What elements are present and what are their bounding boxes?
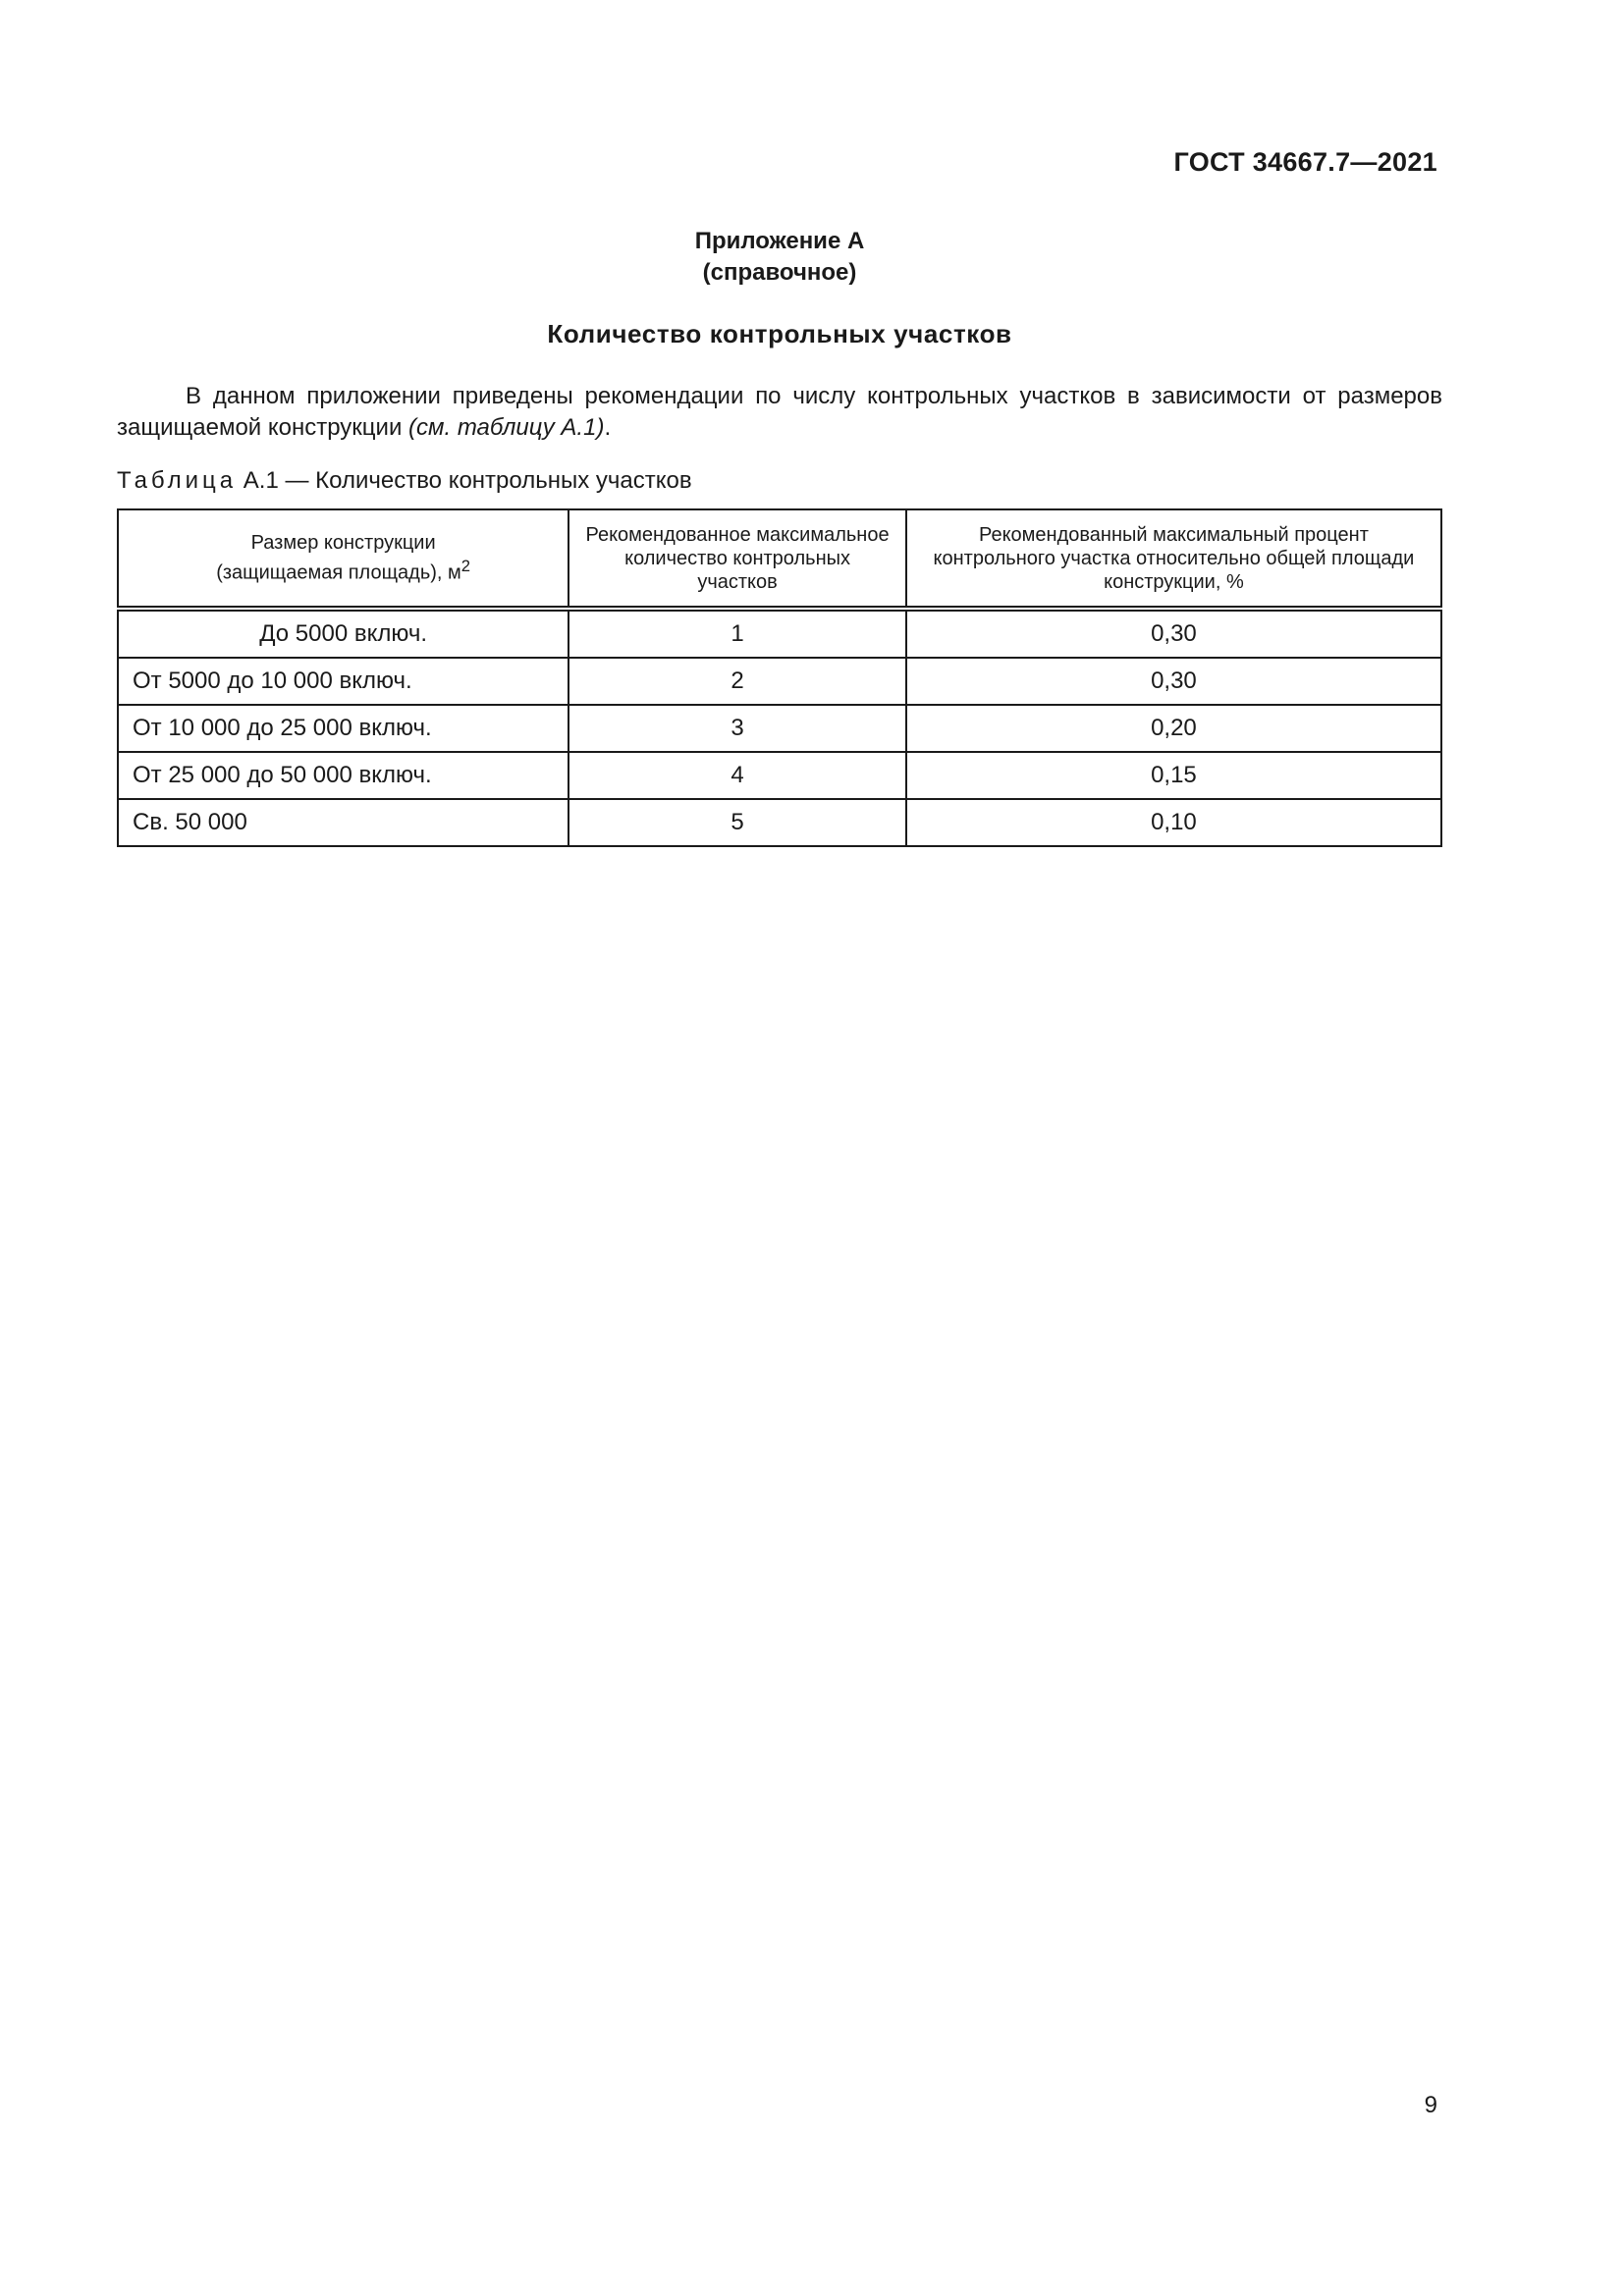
row-size: От 5000 до 10 000 включ. — [118, 658, 568, 705]
table-row — [118, 658, 1441, 705]
row-count: 5 — [568, 799, 906, 846]
row-count: 2 — [568, 658, 906, 705]
header-size — [118, 509, 568, 609]
document-code: ГОСТ 34667.7—2021 — [1173, 147, 1437, 177]
row-size: До 5000 включ. — [118, 609, 568, 658]
table-header-row — [118, 509, 1441, 609]
row-count: 3 — [568, 705, 906, 752]
row-percent: 0,30 — [906, 609, 1441, 658]
header-size-line1: Размер конструкции — [250, 532, 436, 555]
page-number: 9 — [1424, 2092, 1437, 2118]
row-percent: 0,20 — [906, 705, 1441, 752]
row-percent: 0,10 — [906, 799, 1441, 846]
header-percent: Рекомендованный максимальный процент контрольного участка относительно общей площади конструкции, % — [906, 509, 1441, 609]
section-title: Количество контрольных участков — [547, 319, 1012, 348]
table-row — [118, 609, 1441, 658]
table-caption — [117, 467, 692, 495]
table-row — [118, 799, 1441, 846]
header-count: Рекомендованное максимальное количество контрольных участков — [568, 509, 906, 609]
header-size-superscript: 2 — [460, 557, 471, 576]
intro-end: . — [604, 414, 612, 441]
row-size: От 10 000 до 25 000 включ. — [118, 705, 568, 752]
row-count: 4 — [568, 752, 906, 799]
table-row — [118, 752, 1441, 799]
appendix-status: (справочное) — [702, 259, 857, 286]
appendix-title: Приложение А — [694, 228, 865, 254]
table-caption-label: Таблица — [117, 467, 238, 494]
control-areas-table — [117, 508, 1442, 847]
row-count: 1 — [568, 609, 906, 658]
row-size: От 25 000 до 50 000 включ. — [118, 752, 568, 799]
table-row — [118, 705, 1441, 752]
table-caption-text: А.1 — Количество контрольных участков — [237, 467, 692, 494]
table-reference: (см. таблицу А.1) — [408, 414, 605, 441]
header-size-line2: (защищаемая площадь), м — [216, 561, 461, 584]
intro-paragraph — [117, 381, 1442, 444]
row-size: Св. 50 000 — [118, 799, 568, 846]
appendix-heading — [0, 226, 1559, 289]
intro-text: В данном приложении приведены рекомендации по числу контрольных участков в зависимости от размеров защищаемой конструкции — [117, 383, 1442, 441]
row-percent: 0,15 — [906, 752, 1441, 799]
row-percent: 0,30 — [906, 658, 1441, 705]
